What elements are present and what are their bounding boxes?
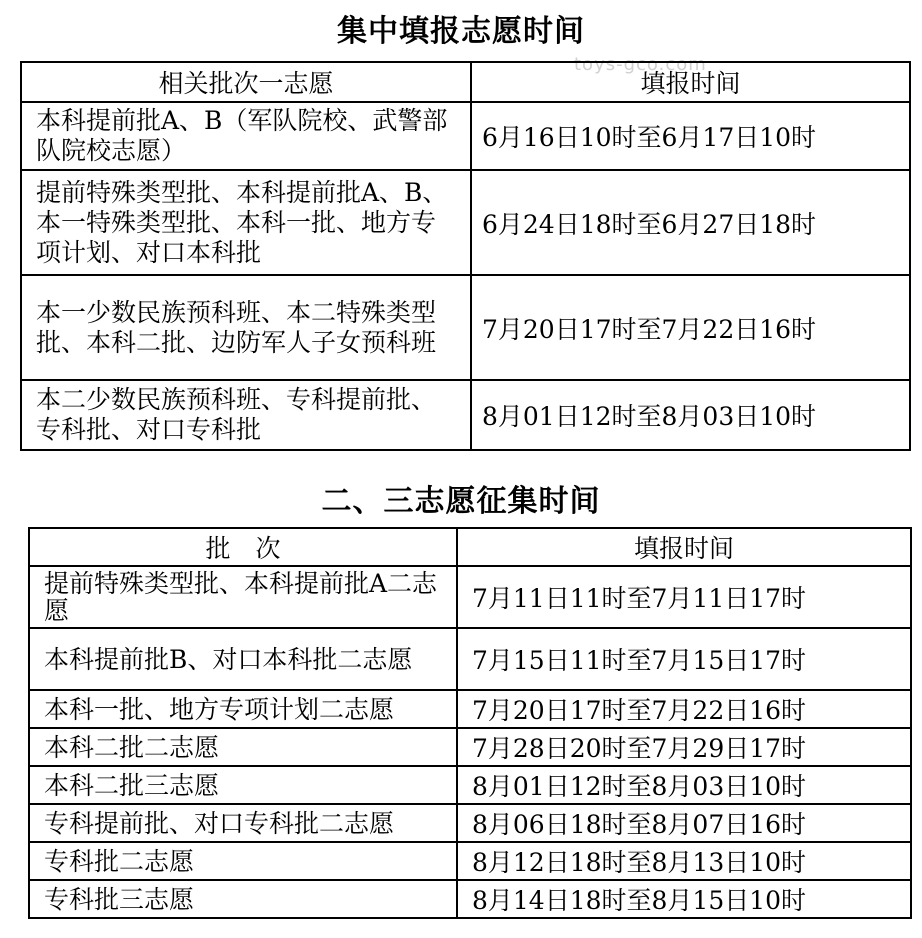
table-row <box>29 804 911 842</box>
time-cell: 7月20日17时至7月22日16时 <box>471 275 910 380</box>
table-row <box>29 728 911 766</box>
time-cell: 7月28日20时至7月29日17时 <box>457 728 911 766</box>
table-row <box>29 766 911 804</box>
time-cell: 8月14日18时至8月15日10时 <box>457 880 911 918</box>
time-cell: 8月12日18时至8月13日10时 <box>457 842 911 880</box>
batch-cell: 本二少数民族预科班、专科提前批、专科批、对口专科批 <box>21 380 471 450</box>
table-row <box>21 380 910 450</box>
time-cell: 8月06日18时至8月07日16时 <box>457 804 911 842</box>
column-header-time: 填报时间 <box>471 62 910 102</box>
batch-cell: 专科批二志愿 <box>29 842 457 880</box>
batch-cell: 本一少数民族预科班、本二特殊类型批、本科二批、边防军人子女预科班 <box>21 275 471 380</box>
main-filing-schedule-table <box>20 61 911 451</box>
table-row <box>29 628 911 690</box>
column-header-time: 填报时间 <box>457 528 911 566</box>
batch-cell: 本科提前批A、B（军队院校、武警部队院校志愿） <box>21 102 471 170</box>
table-row <box>29 690 911 728</box>
supplementary-filing-schedule-table <box>28 527 912 919</box>
batch-cell: 本科一批、地方专项计划二志愿 <box>29 690 457 728</box>
time-cell: 6月16日10时至6月17日10时 <box>471 102 910 170</box>
batch-cell: 提前特殊类型批、本科提前批A、B、本一特殊类型批、本科一批、地方专项计划、对口本科批 <box>21 170 471 275</box>
table-row <box>29 566 911 628</box>
table-row <box>21 275 910 380</box>
watermark-text: toys-gco.com <box>574 54 707 75</box>
time-cell: 7月15日11时至7月15日17时 <box>457 628 911 690</box>
time-cell: 6月24日18时至6月27日18时 <box>471 170 910 275</box>
table-row <box>21 170 910 275</box>
column-header-batch: 相关批次一志愿 <box>21 62 471 102</box>
table-header-row <box>29 528 911 566</box>
table-row <box>21 102 910 170</box>
table-header-row <box>21 62 910 102</box>
batch-cell: 提前特殊类型批、本科提前批A二志愿 <box>29 566 457 628</box>
page-title: 集中填报志愿时间 <box>337 14 585 49</box>
table-row <box>29 880 911 918</box>
batch-cell: 本科二批三志愿 <box>29 766 457 804</box>
time-cell: 7月20日17时至7月22日16时 <box>457 690 911 728</box>
section-title: 二、三志愿征集时间 <box>321 484 601 519</box>
batch-cell: 专科提前批、对口专科批二志愿 <box>29 804 457 842</box>
batch-cell: 本科二批二志愿 <box>29 728 457 766</box>
time-cell: 7月11日11时至7月11日17时 <box>457 566 911 628</box>
batch-cell: 专科批三志愿 <box>29 880 457 918</box>
table-row <box>29 842 911 880</box>
time-cell: 8月01日12时至8月03日10时 <box>471 380 910 450</box>
time-cell: 8月01日12时至8月03日10时 <box>457 766 911 804</box>
batch-cell: 本科提前批B、对口本科批二志愿 <box>29 628 457 690</box>
column-header-batch: 批 次 <box>29 528 457 566</box>
